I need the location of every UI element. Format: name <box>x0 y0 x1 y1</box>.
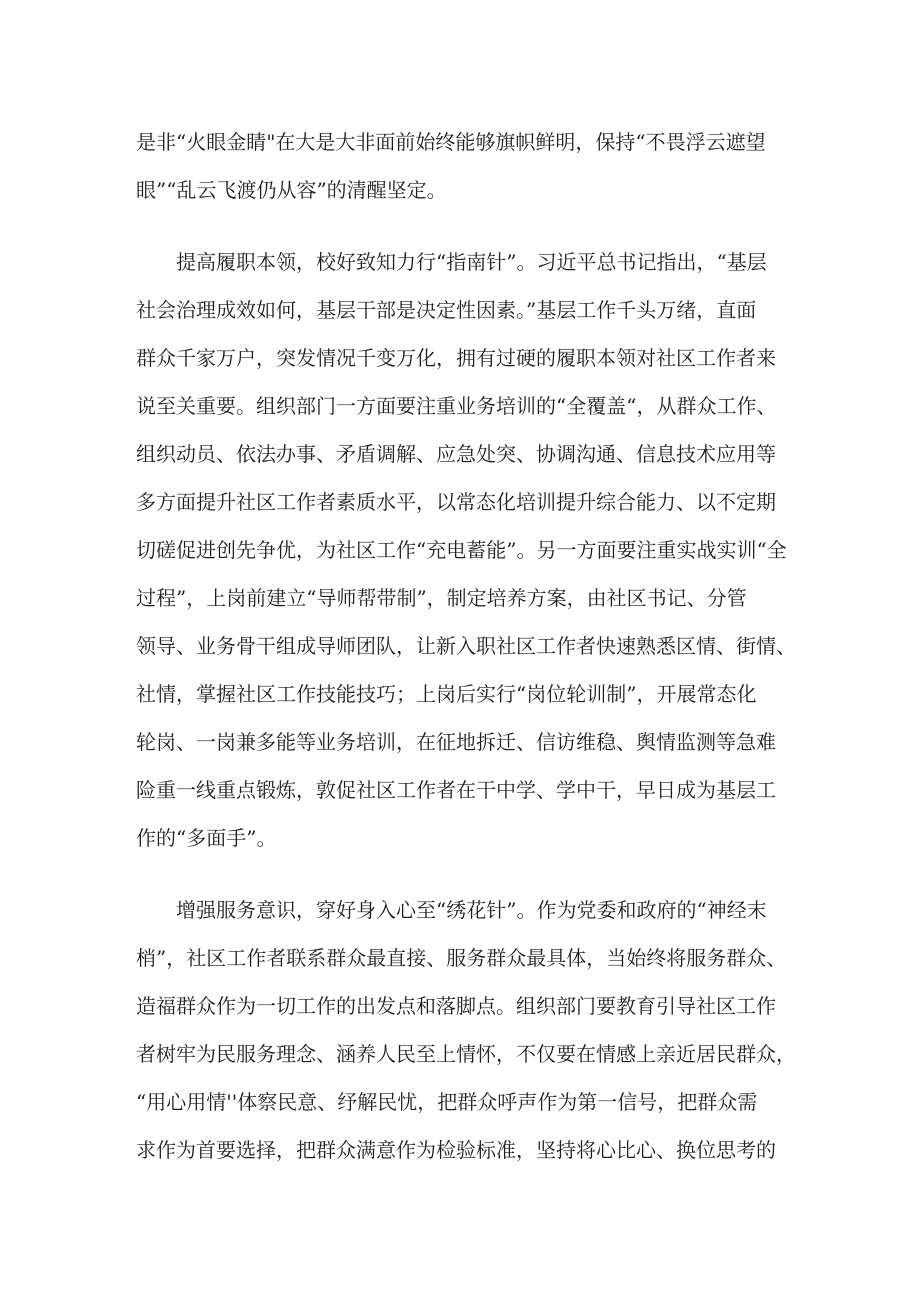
paragraph-3-line-3: 造福群众作为一切工作的出发点和落脚点。组织部门要教育引导社区工作 <box>136 994 776 1018</box>
paragraph-2-line-7: 切磋促进创先争优，为社区工作“充电蓄能”。另一方面要注重实战实训“全 <box>136 538 787 562</box>
paragraph-2-line-13: 作的“多面手”。 <box>136 826 277 850</box>
paragraph-3-line-1: 增强服务意识，穿好身入心至“绣花针”。作为党委和政府的“神经末 <box>176 898 767 922</box>
paragraph-2-line-10: 社情，掌握社区工作技能技巧；上岗后实行“岗位轮训制”，开展常态化 <box>136 682 757 706</box>
paragraph-2-line-5: 组织动员、依法办事、矛盾调解、应急处突、协调沟通、信息技术应用等 <box>136 442 776 466</box>
paragraph-2-line-3: 群众千家万户，突发情况千变万化，拥有过硬的履职本领对社区工作者来 <box>136 346 776 370</box>
paragraph-2-line-4: 说至关重要。组织部门一方面要注重业务培训的“全覆盖“，从群众工作、 <box>136 394 777 418</box>
paragraph-2-line-9: 领导、业务骨干组成导师团队，让新入职社区工作者快速熟悉区情、街情、 <box>136 634 796 658</box>
paragraph-3-line-2: 梢”，社区工作者联系群众最直接、服务群众最具体，当始终将服务群众、 <box>136 946 787 970</box>
paragraph-3-line-5: “用心用情''体察民意、纾解民忧，把群众呼声作为第一信号，把群众需 <box>136 1090 758 1114</box>
paragraph-1-line-1: 是非“火眼金睛"在大是大非面前始终能够旗帜鲜明，保持“不畏浮云遮望 <box>136 130 766 154</box>
paragraph-3-line-4: 者树牢为民服务理念、涵养人民至上情怀，不仅要在情感上亲近居民群众， <box>136 1042 796 1066</box>
paragraph-1-line-2: 眼”“乱云飞渡仍从容”的清醒坚定。 <box>136 178 447 202</box>
paragraph-2-line-8: 过程”，上岗前建立“导师帮带制”，制定培养方案，由社区书记、分管 <box>136 586 747 610</box>
paragraph-2-line-11: 轮岗、一岗兼多能等业务培训，在征地拆迁、信访维稳、舆情监测等急难 <box>136 730 776 754</box>
paragraph-3-line-6: 求作为首要选择，把群众满意作为检验标准，坚持将心比心、换位思考的 <box>136 1138 776 1162</box>
paragraph-2-line-6: 多方面提升社区工作者素质水平，以常态化培训提升综合能力、以不定期 <box>136 490 776 514</box>
paragraph-2-line-2: 社会治理成效如何，基层干部是决定性因素。”基层工作千头万绪，直面 <box>136 298 757 322</box>
paragraph-2-line-1: 提高履职本领，校好致知力行“指南针”。习近平总书记指出，“基层 <box>176 250 767 274</box>
paragraph-2-line-12: 险重一线重点锻炼，敦促社区工作者在干中学、学中干，早日成为基层工 <box>136 778 776 802</box>
